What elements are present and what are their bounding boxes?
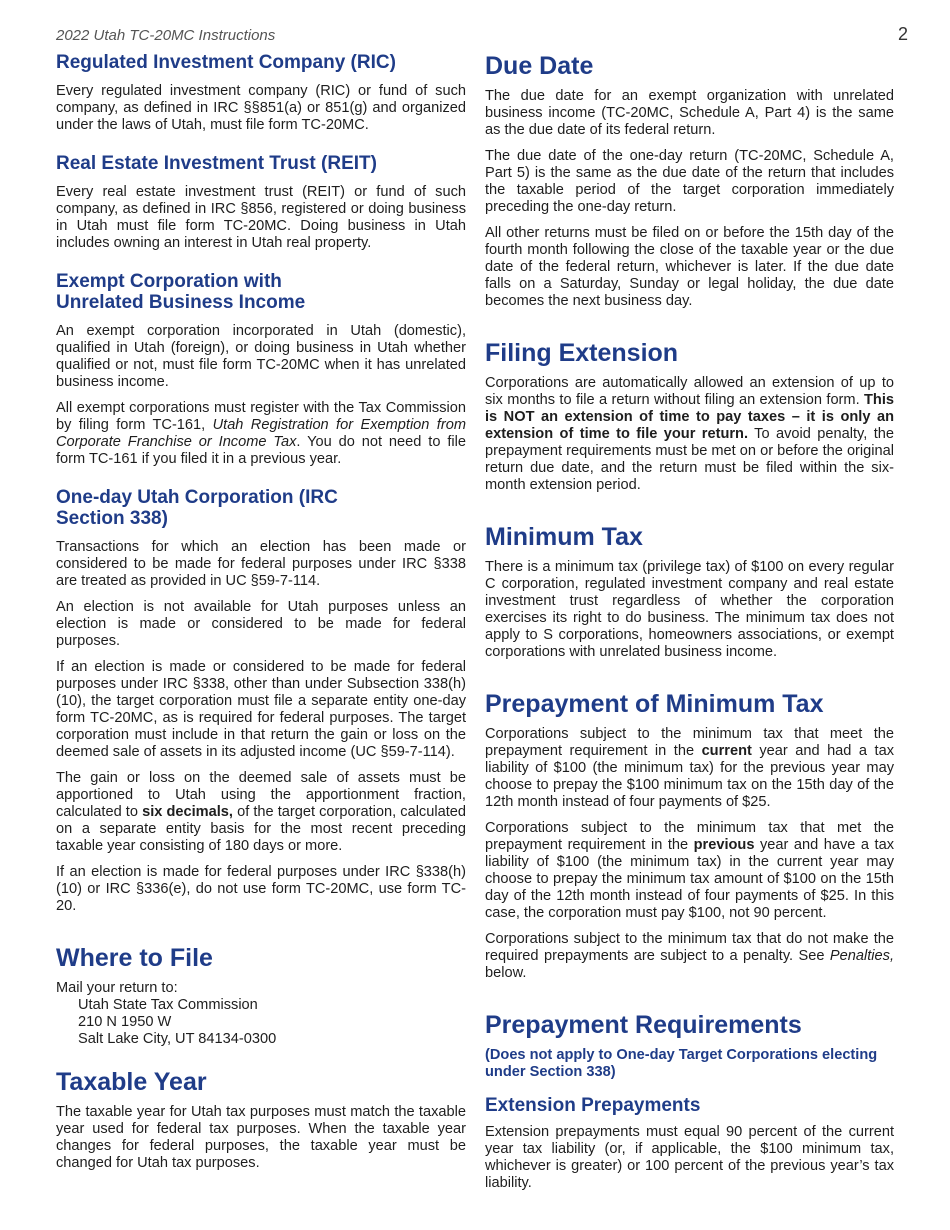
form-title-italic: Utah Registration for Exemption from Corporate Franchise or Income Tax — [56, 417, 466, 450]
section-heading-minimum-tax: Minimum Tax — [485, 523, 643, 551]
paragraph: An exempt corporation incorporated in Utah (domestic), qualified in Utah (foreign), or doing business in Utah whether qualified or not, must file form TC-20MC when it has unrelated business income. — [56, 323, 466, 390]
text-run: Corporations are automatically allowed an extension of up to six months to file a return without filing an extension form. — [485, 375, 894, 408]
bold-text: previous — [693, 837, 755, 853]
section-heading-where-to-file: Where to File — [56, 944, 213, 972]
text-run: Corporations subject to the minimum tax that met the prepayment requirement in the — [485, 820, 894, 853]
paragraph: Extension prepayments must equal 90 percent of the current year tax liability (or, if applicable, the $100 minimum tax, whichever is greater) or 100 percent of the previous year’s tax liability. — [485, 1124, 894, 1191]
section-taxable-year — [56, 1068, 466, 1172]
applicability-note: (Does not apply to One-day Target Corporations electing under Section 338) — [485, 1047, 878, 1080]
bold-text: current — [701, 743, 752, 759]
paragraph: If an election is made or considered to be made for federal purposes under IRC §338, other than under Subsection 338(h)(10), the target corporation must file a separate entity one-day form TC-20MC, as is required for federal purposes. The target corporation must include in that return the gain or loss on the deemed sale of assets in its adjusted income (UC §59-7-114). — [56, 659, 466, 760]
text-run: below. — [485, 965, 527, 981]
section-heading-prepayment-requirements: Prepayment Requirements — [485, 1011, 802, 1039]
paragraph: An election is not available for Utah purposes unless an election is made or considered to be made for federal purposes. — [56, 599, 466, 649]
section-minimum-tax — [485, 523, 894, 661]
heading-line: Unrelated Business Income — [56, 292, 306, 313]
paragraph — [56, 770, 466, 855]
italic-text: Penalties, — [829, 948, 894, 964]
section-heading-exempt-corporation — [56, 271, 466, 313]
section-heading-filing-extension: Filing Extension — [485, 339, 679, 367]
section-exempt-corporation — [56, 271, 466, 468]
text-run: year and had a tax liability of $100 (the minimum tax) for the previous year may choose to prepay the $100 minimum tax on the 15th day of the 12th month instead of four payments of $25. — [485, 743, 894, 810]
paragraph: The due date of the one-day return (TC-20MC, Schedule A, Part 5) is the same as the due date of the return that includes the taxable period of the target corporation immediately preceding the one-day return. — [485, 148, 894, 215]
section-due-date — [485, 52, 894, 310]
section-heading-ric: Regulated Investment Company (RIC) — [56, 52, 396, 73]
section-prepayment-minimum-tax — [485, 690, 894, 982]
address-line: Utah State Tax Commission — [78, 997, 258, 1013]
subsection-heading-extension-prepayments: Extension Prepayments — [485, 1095, 701, 1116]
paragraph: All other returns must be filed on or before the 15th day of the fourth month following the close of the taxable year or the due date of the federal return, whichever is later. If the due date falls on a Saturday, Sunday or legal holiday, the due date becomes the next business day. — [485, 225, 894, 309]
paragraph — [485, 375, 894, 494]
section-filing-extension — [485, 339, 894, 494]
right-column — [485, 52, 894, 1201]
section-heading-due-date: Due Date — [485, 52, 594, 80]
text-run: . You do not need to file form TC-161 if you filed it in a previous year. — [56, 434, 467, 467]
heading-line: One-day Utah Corporation (IRC — [56, 487, 338, 508]
text-run: The gain or loss on the deemed sale of assets must be apportioned to Utah using the apportionment fraction, calculated to — [56, 770, 466, 820]
address-line: 210 N 1950 W — [78, 1014, 172, 1030]
heading-line: Exempt Corporation with — [56, 271, 282, 292]
section-ric — [56, 52, 466, 134]
section-reit — [56, 153, 466, 252]
paragraph: Every regulated investment company (RIC) or fund of such company, as defined in IRC §§851(a) or 851(g) and organized under the laws of Utah, must file form TC-20MC. — [56, 83, 466, 133]
paragraph: The due date for an exempt organization with unrelated business income (TC-20MC, Schedule A, Part 4) is the same as the due date of its federal return. — [485, 88, 894, 138]
paragraph — [485, 820, 894, 922]
paragraph: The taxable year for Utah tax purposes must match the taxable year used for federal tax purposes. When the taxable year changes for federal purposes, the taxable year must be changed for Utah tax purposes. — [56, 1104, 466, 1171]
document-header-title: 2022 Utah TC-20MC Instructions — [56, 27, 276, 44]
mail-intro: Mail your return to: — [56, 980, 178, 996]
text-run: of the target corporation, calculated on a separate entity basis for the most recent preceding taxable year consisting of 180 days or more. — [56, 804, 466, 854]
paragraph — [485, 726, 894, 811]
left-column — [56, 52, 466, 1181]
text-run: All exempt corporations must register with the Tax Commission by filing form TC-161, — [56, 400, 466, 433]
paragraph — [485, 931, 894, 982]
bold-text: six decimals, — [142, 804, 233, 820]
section-one-day-corporation — [56, 487, 466, 915]
heading-line: Section 338) — [56, 508, 168, 529]
text-run: Corporations subject to the minimum tax that meet the prepayment requirement in the — [485, 726, 894, 759]
text-run: To avoid penalty, the prepayment requirements must be met on or before the original return due date, and the return must be filed within the six-month extension period. — [485, 426, 894, 493]
text-run: year and have a tax liability of $100 (the minimum tax) in the current year may choose to prepay the minimum tax amount of $100 on the 15th day of the 12th month instead of four payments of $25. In this case, the corporation must pay $100, not 90 percent. — [485, 837, 894, 921]
section-heading-taxable-year: Taxable Year — [56, 1068, 207, 1096]
paragraph: If an election is made for federal purposes under IRC §338(h)(10) or IRC §336(e), do not use form TC-20MC, use form TC-20. — [56, 864, 466, 914]
section-heading-one-day-corporation — [56, 487, 466, 529]
section-heading-prepayment-minimum-tax: Prepayment of Minimum Tax — [485, 690, 824, 718]
paragraph — [56, 400, 466, 468]
section-where-to-file — [56, 944, 466, 1048]
paragraph: There is a minimum tax (privilege tax) of $100 on every regular C corporation, regulated investment company and real estate investment trust regardless of whether the corporation exercises its right to do business. The minimum tax does not apply to S corporations, homeowners associations, or exempt corporations with unrelated business income. — [485, 559, 894, 660]
section-prepayment-requirements — [485, 1011, 894, 1192]
address-line: Salt Lake City, UT 84134-0300 — [78, 1031, 277, 1047]
paragraph: Every real estate investment trust (REIT) or fund of such company, as defined in IRC §856, registered or doing business in Utah must file form TC-20MC. Doing business in Utah includes owning an interest in Utah real property. — [56, 184, 466, 251]
bold-text: This is NOT an extension of time to pay taxes – it is only an extension of time to file your return. — [485, 392, 894, 442]
section-heading-reit: Real Estate Investment Trust (REIT) — [56, 153, 377, 174]
paragraph: Transactions for which an election has been made or considered to be made for federal purposes under IRC §338 are treated as provided in UC §59-7-114. — [56, 539, 466, 589]
page-number: 2 — [898, 24, 909, 44]
text-run: Corporations subject to the minimum tax that do not make the required prepayments are subject to a penalty. See — [485, 931, 894, 964]
